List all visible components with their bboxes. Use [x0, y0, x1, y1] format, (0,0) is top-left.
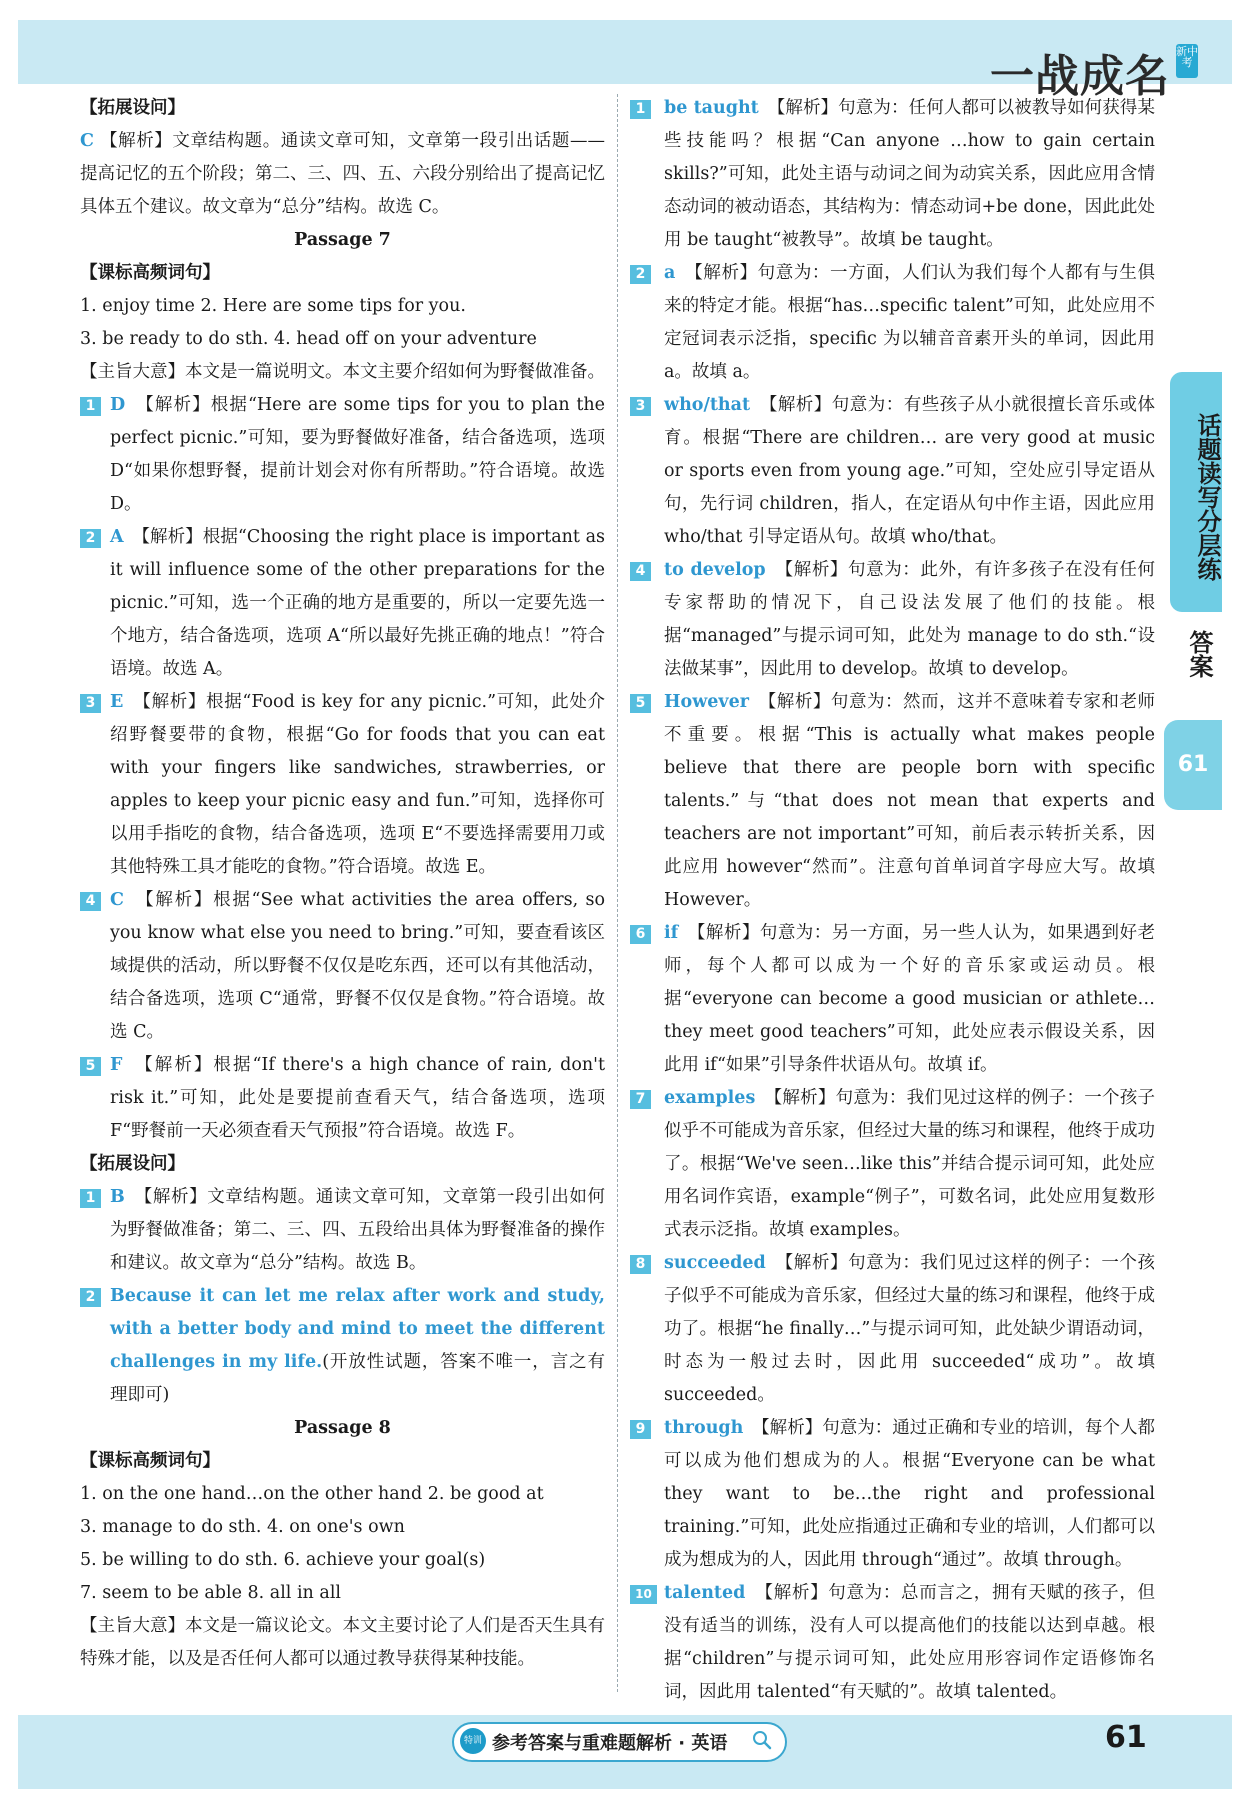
answer-item [80, 389, 605, 521]
answer-letter: C [110, 890, 124, 910]
search-icon [752, 1730, 772, 1750]
explanation: 【解析】根据“Choosing the right place is important as it will influence some of the other preparations for the picnic.”可知，选一个正确的地方是重要的，所以一定要先选一个地方，结合备选项，选项 A“所以最好先挑正确的地点！”符合语境。故选 A。 [110, 527, 605, 679]
answer-item [80, 1049, 605, 1148]
main-idea: 【主旨大意】本文是一篇说明文。本文主要介绍如何为野餐做准备。 [80, 362, 605, 382]
answer-word: succeeded [664, 1253, 766, 1273]
explanation: 【解析】句意为：我们见过这样的例子：一个孩子似乎不可能成为音乐家，但经过大量的练习和课程，他终于成功了。根据“We've seen…like this”并结合提示词可知，此处应用名词作宾语，example“例子”，可数名词，此处应用复数形式表示泛指。故填 examples。 [664, 1088, 1156, 1240]
answer-item [80, 686, 605, 884]
answer-item [630, 686, 1155, 917]
passage7-answers [80, 389, 605, 1148]
explanation: 【解析】根据“Here are some tips for you to plan the perfect picnic.”可知，要为野餐做好准备，结合备选项，选项 D“如果你想野餐，提前计划会对你有所帮助。”符合语境。故选 D。 [110, 395, 606, 514]
explanation: 【解析】根据“See what activities the area offers, so you know what else you need to bring.”可知，要查看该区域提供的活动，所以野餐不仅仅是吃东西，还可以有其他活动，结合备选项，选项 C“通常，野餐不仅仅是食物。”符合语境。故选 C。 [110, 890, 605, 1042]
brand-badge: 新中考 [1176, 44, 1198, 78]
question-number: 5 [80, 1057, 101, 1076]
answer-item [630, 1082, 1155, 1247]
explanation: 【解析】句意为：另一方面，另一些人认为，如果遇到好老师，每个人都可以成为一个好的音乐家或运动员。根据“everyone can become a good musician or athlete…they meet good teachers”可知，此处应表示假设关系，因此用 if“如果”引导条件状语从句。故填 if。 [664, 923, 1155, 1075]
explanation: 【解析】句意为：通过正确和专业的培训，每个人都可以成为他们想成为的人。根据“Everyone can be what they want to be…the right and professional training.”可知，此处应指通过正确和专业的培训，人们都可以成为想成为的人，因此用 through“通过”。故填 through。 [664, 1418, 1155, 1570]
side-page-number: 61 [1164, 720, 1222, 810]
extension-heading: 【拓展设问】 [80, 98, 185, 118]
question-number: 2 [630, 265, 651, 284]
column-divider [617, 94, 618, 1692]
explanation: 【解析】文章结构题。通读文章可知，文章第一段引出话题——提高记忆的五个阶段；第二、三、四、五、六段分别给出了提高记忆具体五个建议。故文章为“总分”结构。故选 C。 [80, 131, 605, 217]
explanation: 【解析】句意为：我们见过这样的例子：一个孩子似乎不可能成为音乐家，但经过大量的练习和课程，他终于成功了。根据“he finally…”与提示词可知，此处缺少谓语动词，时态为一般过去时，因此用 succeeded“成功”。故填 succeeded。 [664, 1253, 1156, 1405]
explanation: 【解析】句意为：然而，这并不意味着专家和老师不重要。根据“This is actually what makes people believe that there are people born with specific talents.”与“that does not mean that experts and teachers are not important”可知，前后表示转折关系，因此应用 however“然而”。注意句首单词首字母应大写。故填 However。 [664, 692, 1156, 910]
explanation: 【解析】文章结构题。通读文章可知，文章第一段引出如何为野餐做准备；第二、三、四、五段给出具体为野餐准备的操作和建议。故文章为“总分”结构。故选 B。 [110, 1187, 605, 1273]
vocab-line: 3. be ready to do sth. 4. head off on your adventure [80, 329, 537, 349]
explanation: 【解析】句意为：一方面，人们认为我们每个人都有与生俱来的特定才能。根据“has…specific talent”可知，此处应用不定冠词表示泛指，specific 为以辅音音素开头的单词，因此用 a。故填 a。 [664, 263, 1156, 382]
answer-word: through [664, 1418, 744, 1438]
vocab-line: 3. manage to do sth. 4. on one's own [80, 1517, 405, 1537]
answer-item [630, 554, 1155, 686]
answer-letter: D [110, 395, 126, 415]
vocab-line: 1. enjoy time 2. Here are some tips for you. [80, 296, 466, 316]
answer-word: who/that [664, 395, 751, 415]
answer-word: to develop [664, 560, 766, 580]
answer-word: examples [664, 1088, 756, 1108]
vocab-line: 1. on the one hand…on the other hand 2. be good at [80, 1484, 544, 1504]
explanation: 【解析】句意为：任何人都可以被教导如何获得某些技能吗？根据“Can anyone …how to gain certain skills?”可知，此处主语与动词之间为动宾关系，因此应用含情态动词的被动语态，其结构为：情态动词+be done，因此此处用 be taught“被教导”。故填 be taught。 [664, 98, 1156, 250]
answer-letter: A [110, 527, 124, 547]
answer-item [80, 884, 605, 1049]
brand-logo: 一战成名 [990, 51, 1170, 102]
question-number: 3 [630, 397, 651, 416]
answer-word: a [664, 263, 676, 283]
vocab-heading: 【课标高频词句】 [80, 263, 220, 283]
question-number: 10 [630, 1585, 657, 1604]
main-idea: 【主旨大意】本文是一篇议论文。本文主要讨论了人们是否天生具有特殊才能，以及是否任何人都可以通过教导获得某种技能。 [80, 1616, 605, 1669]
explanation: 【解析】句意为：此外，有许多孩子在没有任何专家帮助的情况下，自己设法发展了他们的技能。根据“managed”与提示词可知，此处为 manage to do sth.“设法做某事”，因此用 to develop。故填 to develop。 [664, 560, 1156, 679]
footer-title: 参考答案与重难题解析 · 英语 [492, 1733, 728, 1754]
passage-title: Passage 8 [294, 1418, 391, 1438]
explanation: 【解析】句意为：总而言之，拥有天赋的孩子，但没有适当的训练，没有人可以提高他们的技能以达到卓越。根据“children”与提示词可知，此处应用形容词作定语修饰名词，因此用 talented“有天赋的”。故填 talented。 [664, 1583, 1156, 1702]
section-tab: 话题读写分层练 [1170, 372, 1222, 612]
answer-word: if [664, 923, 679, 943]
vocab-heading: 【课标高频词句】 [80, 1451, 220, 1471]
answer-letter: C [80, 131, 94, 151]
question-number: 5 [630, 694, 651, 713]
answer-tab-label: 答案 [1185, 630, 1213, 678]
question-number: 2 [80, 529, 101, 548]
question-number: 2 [80, 1288, 101, 1307]
left-column [80, 92, 605, 1676]
page-number: 61 [1105, 1720, 1147, 1755]
question-number: 6 [630, 925, 651, 944]
passage-title: Passage 7 [294, 230, 391, 250]
footer-logo: 特训 [460, 1728, 486, 1754]
answer-item [630, 1247, 1155, 1412]
answer-item [630, 257, 1155, 389]
right-column [630, 92, 1155, 1709]
extension-heading: 【拓展设问】 [80, 1154, 185, 1174]
answer-word: talented [664, 1583, 746, 1603]
answer-item [80, 1280, 605, 1412]
question-number: 1 [80, 397, 101, 416]
vocab-line: 7. seem to be able 8. all in all [80, 1583, 342, 1603]
vocab-line: 5. be willing to do sth. 6. achieve your goal(s) [80, 1550, 486, 1570]
answer-sentence: Because it can let me relax after work and study, with a better body and mind to meet the different challenges in my life. [110, 1286, 605, 1372]
explanation: 【解析】根据“If there's a high chance of rain, don't risk it.”可知，此处是要提前查看天气，结合备选项，选项 F“野餐前一天必须查看天气预报”符合语境。故选 F。 [110, 1055, 605, 1141]
answer-item [630, 917, 1155, 1082]
answer-item [630, 389, 1155, 554]
answer-item [80, 521, 605, 686]
answer-letter: F [110, 1055, 123, 1075]
question-number: 1 [630, 100, 651, 119]
question-number: 7 [630, 1090, 651, 1109]
question-number: 3 [80, 694, 101, 713]
answer-item [80, 1181, 605, 1280]
explanation: (开放性试题，答案不唯一，言之有理即可) [110, 1352, 606, 1405]
explanation: 【解析】句意为：有些孩子从小就很擅长音乐或体育。根据“There are children… are very good at music or sports even from young age.”可知，空处应引导定语从句，先行词 children，指人，在定语从句中作主语，因此应用 who/that 引导定语从句。故填 who/that。 [664, 395, 1156, 547]
question-number: 9 [630, 1420, 651, 1439]
extension-answer [80, 125, 605, 224]
answer-letter: E [110, 692, 124, 712]
question-number: 4 [80, 892, 101, 911]
answer-word: be taught [664, 98, 759, 118]
answer-item [630, 1577, 1155, 1709]
answer-word: However [664, 692, 749, 712]
question-number: 8 [630, 1255, 651, 1274]
question-number: 4 [630, 562, 651, 581]
question-number: 1 [80, 1189, 101, 1208]
explanation: 【解析】根据“Food is key for any picnic.”可知，此处介绍野餐要带的食物，根据“Go for foods that you can eat with your fingers like sandwiches, strawberries, or apples to keep your picnic easy and fun.”可知，选择你可以用手指吃的食物，结合备选项，选项 E“不要选择需要用刀或其他特殊工具才能吃的食物。”符合语境。故选 E。 [110, 692, 605, 877]
answer-letter: B [110, 1187, 125, 1207]
answer-item [630, 1412, 1155, 1577]
answer-item [630, 92, 1155, 257]
